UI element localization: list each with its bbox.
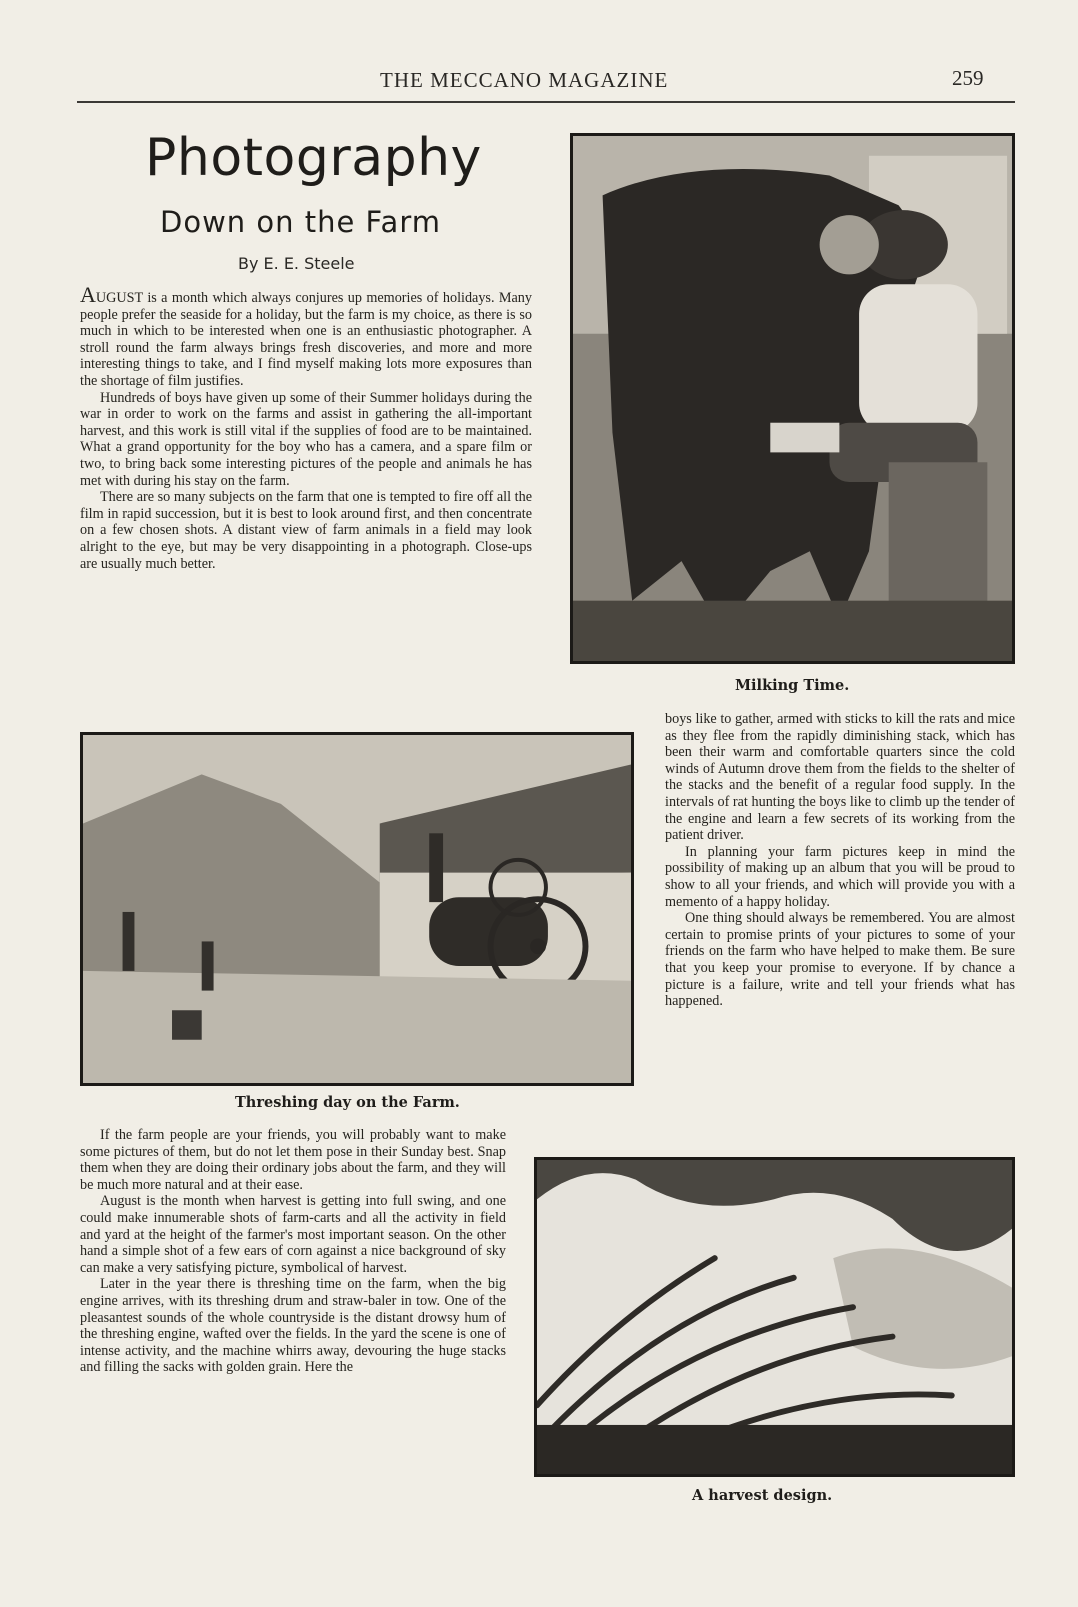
milking-photo	[570, 133, 1015, 664]
paragraph: In planning your farm pictures keep in mind the possibility of making up an album that you will be proud to show to all your friends, and which will provide you with a memento of a happy holiday.	[665, 843, 1015, 910]
milking-caption: Milking Time.	[735, 677, 850, 694]
paragraph: If the farm people are your friends, you will probably want to make some pictures of them, but do not let them pose in their Sunday best. Snap them when they are doing their ordinary jobs about the farm, and they will be much more natural and at their ease.	[80, 1127, 506, 1193]
text-column-left-bottom	[80, 1127, 506, 1376]
paragraph: August is the month when harvest is getting into full swing, and one could make innumerable shots of farm-carts and all the activity in field and yard at the height of the farmer's most important season. On the other hand a simple shot of a few ears of corn against a nice background of sky can make a very satisfying picture, symbolical of harvest.	[80, 1193, 506, 1276]
paragraph: boys like to gather, armed with sticks to kill the rats and mice as they flee from the rapidly diminishing stack, which has been their warm and comfortable quarters since the cold winds of Autumn drove them from the fields to the shelter of the stacks and the benefit of a regular food supply. In the intervals of rat hunting the boys like to climb up the tender of the engine and learn a few secrets of its working from the patient driver.	[665, 711, 1015, 844]
page-number: 259	[952, 66, 984, 90]
article-title: Photography	[145, 128, 482, 188]
paragraph: Later in the year there is threshing time on the farm, when the big engine arrives, with its threshing drum and straw-baler in tow. One of the pleasantest sounds of the whole countryside is the distant drowsy hum of the threshing engine, wafted over the fields. In the yard the scene is one of intense activity, and the machine whirrs away, devouring the huge stacks and filling the sacks with golden grain. Here the	[80, 1276, 506, 1376]
text-column-right	[665, 711, 1015, 1010]
paragraph: Hundreds of boys have given up some of their Summer holidays during the war in order to work on the farms and assist in gathering the all-important harvest, and this work is still vital if the supplies of food are to be maintained. What a grand opportunity for the boy who has a camera, and a spare film or two, to bring back some interesting pictures of the people and animals he has met with during his stay on the farm.	[80, 389, 532, 489]
text-column-left-top	[80, 282, 532, 572]
harvest-photo	[534, 1157, 1015, 1477]
harvest-caption: A harvest design.	[692, 1487, 833, 1504]
paragraph: There are so many subjects on the farm that one is tempted to fire off all the film in rapid succession, but it is best to look around first, and then concentrate on a few chosen shots. A distant view of farm animals in a field may look alright to the eye, but may be very disappointing in a photograph. Close-ups are usually much better.	[80, 489, 532, 572]
header-rule	[77, 101, 1015, 103]
article-byline: By E. E. Steele	[238, 254, 355, 273]
paragraph	[80, 282, 532, 390]
drop-cap: A	[80, 282, 96, 307]
article-subtitle: Down on the Farm	[160, 205, 441, 239]
running-header: THE MECCANO MAGAZINE	[380, 68, 669, 92]
threshing-caption: Threshing day on the Farm.	[235, 1094, 460, 1111]
paragraph-text: UGUST is a month which always conjures up memories of holidays. Many people prefer the seaside for a holiday, but the farm is my choice, as there is so much in which to be interested when one is an enthusiastic photographer. A stroll round the farm always brings fresh discoveries, and more and more interesting things to take, and I find myself making lots more exposures than the shortage of film justifies.	[80, 290, 532, 389]
paragraph: One thing should always be remembered. You are almost certain to promise prints of your pictures to some of your friends on the farm who have helped to make them. Be sure that you keep your promise to everyone. If by chance a picture is a failure, write and tell your friends what has happened.	[665, 910, 1015, 1010]
threshing-photo	[80, 732, 634, 1086]
